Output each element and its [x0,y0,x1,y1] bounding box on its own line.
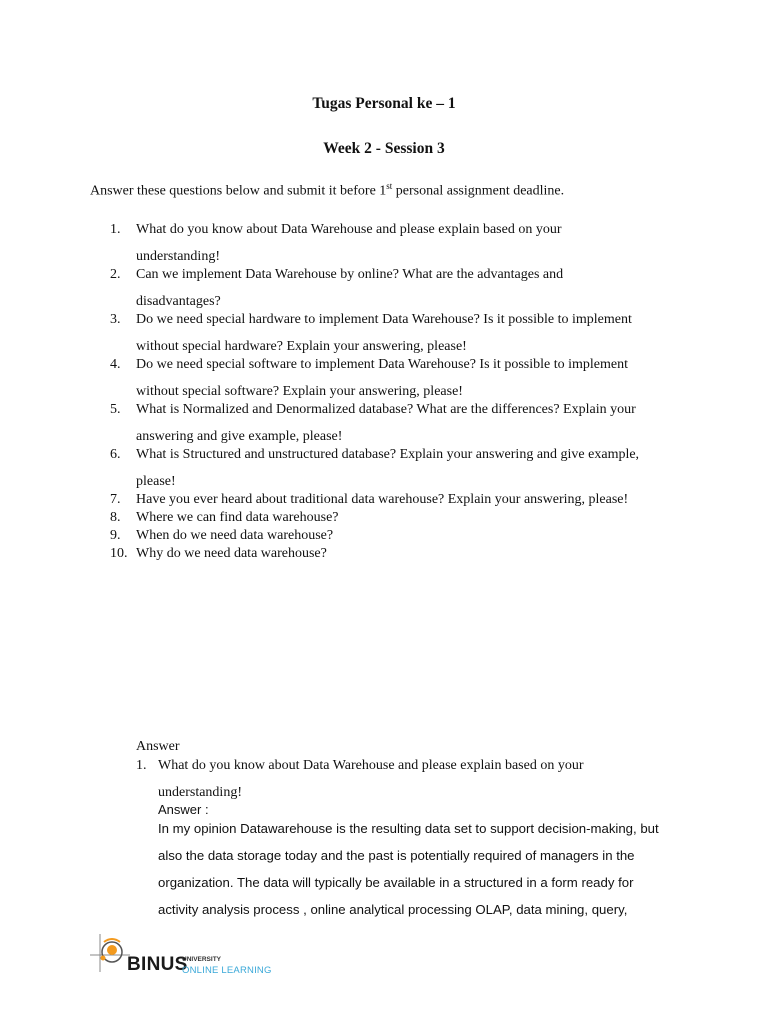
answer-label: Answer : [158,802,209,817]
answer-line: organization. The data will typically be available in a structured in a form ready for [158,875,634,890]
page-title: Tugas Personal ke – 1 [312,95,456,112]
answer-body [158,820,718,928]
answer-line: In my opinion Datawarehouse is the resulting data set to support decision-making, but [158,821,659,836]
logo-university: UNIVERSITY [182,956,222,963]
answer-heading: Answer [136,739,180,754]
answer-line: activity analysis process , online analytical processing OLAP, data mining, query, [158,902,628,917]
intro-text: Answer these questions below and submit it before 1st personal assignment deadline. [90,181,565,199]
answer-line: also the data storage today and the past is potentially required of managers in the [158,848,635,863]
logo-online-learning: ONLINE LEARNING [182,965,272,976]
page-subtitle: Week 2 - Session 3 [323,140,445,157]
logo-brand: BINUS [127,954,188,975]
binus-logo [90,928,290,978]
